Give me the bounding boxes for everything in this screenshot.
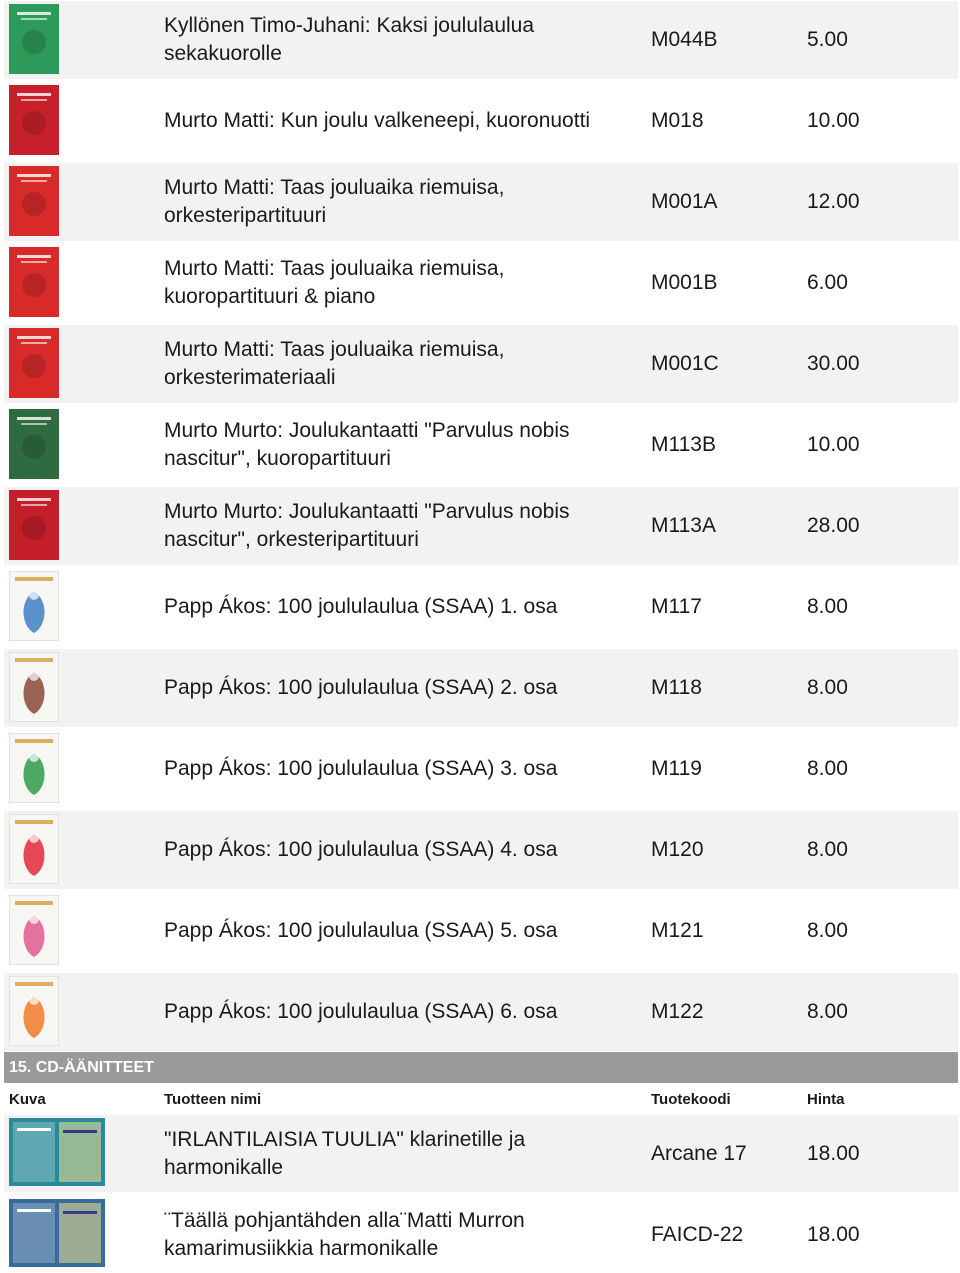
product-row [4, 1, 958, 79]
product-row [4, 82, 958, 160]
cd-cover-image [9, 1118, 105, 1186]
product-name: Papp Ákos: 100 joululaulua (SSAA) 2. osa [164, 676, 558, 699]
product-name: Murto Matti: Taas jouluaika riemuisa, orkesterimateriaali [164, 338, 505, 389]
product-code: Arcane 17 [651, 1141, 747, 1165]
product-cover-image [9, 4, 59, 74]
product-cover-image [9, 409, 59, 479]
product-cover-image [9, 652, 59, 722]
cd-row [4, 1196, 958, 1273]
product-name: "IRLANTILAISIA TUULIA" klarinetille ja harmonikalle [164, 1127, 526, 1179]
product-cover-image [9, 166, 59, 236]
column-header-price: Hinta [807, 1091, 845, 1108]
product-price: 8.00 [807, 838, 848, 861]
column-header-code: Tuotekoodi [651, 1091, 731, 1108]
product-code: M044B [651, 28, 718, 51]
section-header [4, 1052, 958, 1083]
product-code: M118 [651, 676, 702, 699]
product-price: 30.00 [807, 352, 860, 375]
product-row [4, 325, 958, 403]
product-price: 8.00 [807, 1000, 848, 1023]
product-code: M001B [651, 271, 718, 294]
product-price: 18.00 [807, 1141, 860, 1165]
product-cover-image [9, 976, 59, 1046]
product-row [4, 163, 958, 241]
product-row [4, 487, 958, 565]
product-row [4, 649, 958, 727]
product-code: M117 [651, 595, 702, 618]
cd-cover-image [9, 1199, 105, 1267]
product-price: 28.00 [807, 514, 860, 537]
column-header-image: Kuva [9, 1091, 46, 1108]
product-name: Kyllönen Timo-Juhani: Kaksi joululaulua sekakuorolle [164, 14, 535, 65]
product-row [4, 406, 958, 484]
product-price: 5.00 [807, 28, 848, 51]
column-header-name: Tuotteen nimi [164, 1091, 262, 1108]
product-price: 10.00 [807, 109, 860, 132]
section-title: 15. CD-ÄÄNITTEET [9, 1059, 154, 1076]
product-name: Murto Matti: Taas jouluaika riemuisa, orkesteripartituuri [164, 176, 505, 227]
product-price: 8.00 [807, 757, 848, 780]
product-cover-image [9, 85, 59, 155]
product-name: Papp Ákos: 100 joululaulua (SSAA) 3. osa [164, 757, 558, 780]
column-header-row [4, 1086, 958, 1112]
product-price: 6.00 [807, 271, 848, 294]
product-name: Papp Ákos: 100 joululaulua (SSAA) 1. osa [164, 595, 558, 618]
product-price: 18.00 [807, 1222, 860, 1246]
product-name: Murto Murto: Joulukantaatti "Parvulus nobis nascitur", kuoropartituuri [164, 419, 570, 470]
product-name: Murto Matti: Taas jouluaika riemuisa, kuoropartituuri & piano [164, 257, 505, 308]
product-code: M122 [651, 1000, 704, 1023]
product-cover-image [9, 490, 59, 560]
product-code: M119 [651, 757, 702, 780]
product-name: Papp Ákos: 100 joululaulua (SSAA) 5. osa [164, 919, 558, 942]
product-price: 10.00 [807, 433, 860, 456]
product-row [4, 811, 958, 889]
product-price: 8.00 [807, 595, 848, 618]
product-code: M113A [651, 514, 716, 537]
product-cover-image [9, 733, 59, 803]
product-cover-image [9, 328, 59, 398]
product-code: M018 [651, 109, 704, 132]
product-price: 12.00 [807, 190, 860, 213]
product-code: M113B [651, 433, 716, 456]
product-name: ¨Täällä pohjantähden alla¨Matti Murron kamarimusiikkia harmonikalle [164, 1208, 525, 1260]
product-cover-image [9, 814, 59, 884]
product-name: Murto Murto: Joulukantaatti "Parvulus nobis nascitur", orkesteripartituuri [164, 500, 570, 551]
product-name: Papp Ákos: 100 joululaulua (SSAA) 6. osa [164, 1000, 558, 1023]
product-code: M120 [651, 838, 704, 861]
product-code: M001C [651, 352, 719, 375]
product-name: Murto Matti: Kun joulu valkeneepi, kuoronuotti [164, 109, 591, 132]
product-cover-image [9, 895, 59, 965]
product-code: FAICD-22 [651, 1222, 744, 1246]
product-code: M001A [651, 190, 718, 213]
cd-row [4, 1115, 958, 1192]
product-row [4, 568, 958, 646]
product-cover-image [9, 571, 59, 641]
product-code: M121 [651, 919, 704, 942]
product-cover-image [9, 247, 59, 317]
product-price: 8.00 [807, 919, 848, 942]
product-row [4, 892, 958, 970]
product-row [4, 244, 958, 322]
product-row [4, 973, 958, 1051]
product-row [4, 730, 958, 808]
product-price: 8.00 [807, 676, 848, 699]
product-name: Papp Ákos: 100 joululaulua (SSAA) 4. osa [164, 838, 558, 861]
